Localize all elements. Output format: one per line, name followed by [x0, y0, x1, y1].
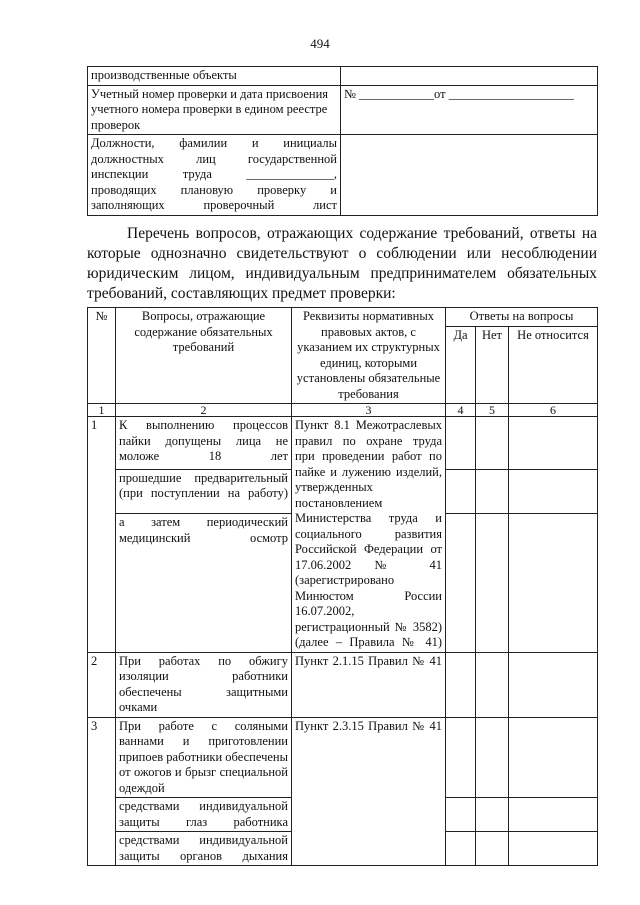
header-not-applicable: Не относится [509, 327, 598, 404]
col-number: 2 [116, 404, 292, 417]
col-number: 1 [88, 404, 116, 417]
top-row-inspectors-value [341, 135, 598, 216]
header-requisites: Реквизиты нормативных правовых актов, с указанием их структурных единиц, которыми установлены обязательные требования [292, 308, 446, 404]
top-row-inspectors-label: Должности, фамилии и инициалы должностных лиц государственной инспекции труда ______________, проводящих плановую проверку и заполняющих проверочный лист [88, 135, 341, 216]
header-no: № [88, 308, 116, 404]
question-part: К выполнению процессов пайки допущены лица не моложе 18 лет [116, 417, 292, 470]
requisite-cell: Пункт 2.1.15 Правил № 41 [292, 652, 446, 717]
header-questions: Вопросы, отражающие содержание обязательных требований [116, 308, 292, 404]
answer-na-cell[interactable] [509, 832, 598, 866]
answer-yes-cell[interactable] [446, 417, 476, 470]
answer-no-cell[interactable] [476, 652, 509, 717]
col-number: 5 [476, 404, 509, 417]
row-number: 3 [88, 717, 116, 866]
answer-yes-cell[interactable] [446, 798, 476, 832]
col-number: 4 [446, 404, 476, 417]
answer-no-cell[interactable] [476, 717, 509, 798]
question-part: При работах по обжигу изоляции работники обеспечены защитными очками [116, 652, 292, 717]
page-number: 494 [310, 36, 330, 51]
answer-na-cell[interactable] [509, 514, 598, 652]
header-yes: Да [446, 327, 476, 404]
top-row-check-number-value: № ____________от ____________________ [341, 85, 598, 135]
top-row-objects: производственные объекты [88, 67, 341, 86]
top-row-check-number-label: Учетный номер проверки и дата присвоения учетного номера проверки в едином реестре проверок [88, 85, 341, 135]
answer-no-cell[interactable] [476, 469, 509, 514]
answer-yes-cell[interactable] [446, 652, 476, 717]
top-table [87, 66, 598, 216]
answer-na-cell[interactable] [509, 798, 598, 832]
question-part: При работе с соляными ваннами и приготовлении припоев работники обеспечены от ожогов и брызг специальной одеждой [116, 717, 292, 798]
answer-yes-cell[interactable] [446, 717, 476, 798]
top-row-objects-value [341, 67, 598, 86]
row-number: 1 [88, 417, 116, 653]
header-answers: Ответы на вопросы [446, 308, 598, 327]
answer-no-cell[interactable] [476, 514, 509, 652]
answer-no-cell[interactable] [476, 832, 509, 866]
answer-no-cell[interactable] [476, 798, 509, 832]
answer-yes-cell[interactable] [446, 832, 476, 866]
question-part: средствами индивидуальной защиты органов дыхания [116, 832, 292, 866]
question-part: а затем периодический медицинский осмотр [116, 514, 292, 652]
col-number: 3 [292, 404, 446, 417]
col-number: 6 [509, 404, 598, 417]
header-no-answer: Нет [476, 327, 509, 404]
requisite-cell: Пункт 8.1 Межотраслевых правил по охране труда при проведении работ по пайке и лужению изделий, утвержденных постановлением Министерства труда и социального развития Российской Федерации от 17.06.2002 № 41 (зарегистрировано Минюстом России 16.07.2002, регистрационный № 3582) (далее – Правила № 41) [292, 417, 446, 653]
answer-no-cell[interactable] [476, 417, 509, 470]
question-part: средствами индивидуальной защиты глаз работника [116, 798, 292, 832]
requisite-cell: Пункт 2.3.15 Правил № 41 [292, 717, 446, 866]
answer-yes-cell[interactable] [446, 469, 476, 514]
intro-paragraph: Перечень вопросов, отражающих содержание требований, ответы на которые однозначно свидетельствуют о соблюдении или несоблюдении юридическим лицом, индивидуальным предпринимателем обязательных требований, составляющих предмет проверки: [87, 225, 597, 302]
question-part: прошедшие предварительный (при поступлении на работу) [116, 469, 292, 514]
row-number: 2 [88, 652, 116, 717]
answer-na-cell[interactable] [509, 717, 598, 798]
requirements-table [87, 307, 598, 866]
answer-na-cell[interactable] [509, 417, 598, 470]
answer-na-cell[interactable] [509, 469, 598, 514]
answer-na-cell[interactable] [509, 652, 598, 717]
answer-yes-cell[interactable] [446, 514, 476, 652]
